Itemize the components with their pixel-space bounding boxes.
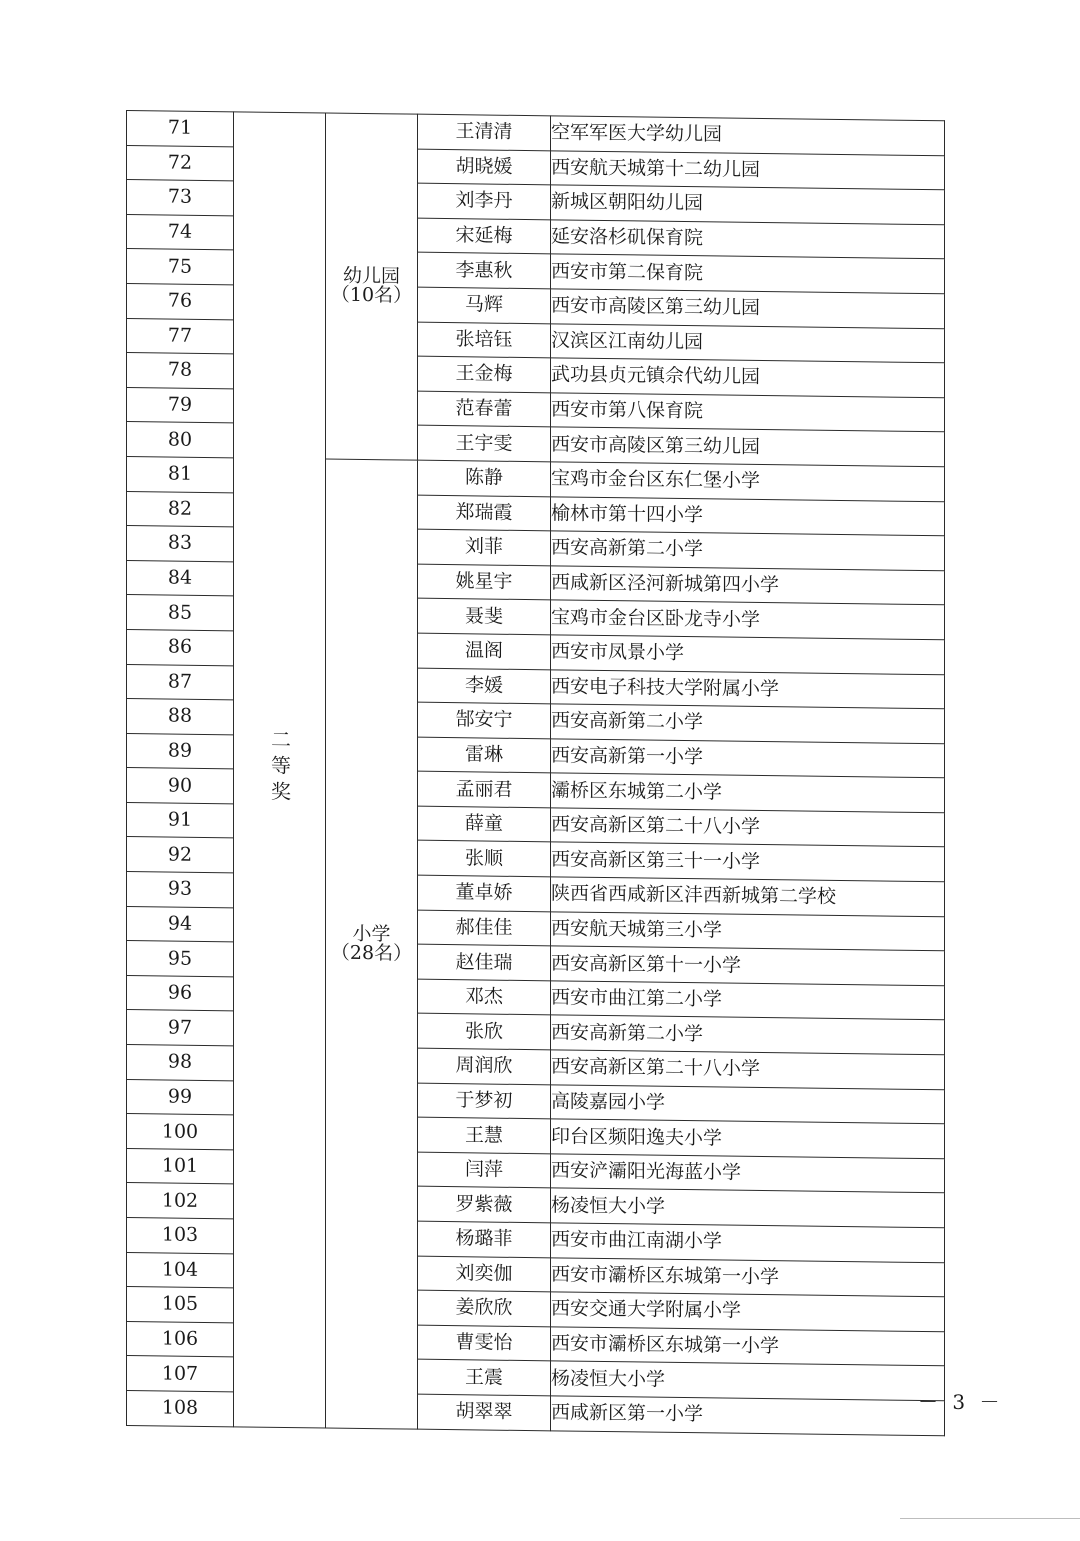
winner-name: 于梦初 [418, 1083, 551, 1119]
winner-school: 灞桥区东城第二小学 [551, 773, 945, 813]
winner-name: 邓杰 [418, 979, 551, 1015]
row-number: 87 [127, 664, 234, 700]
row-number: 72 [127, 145, 234, 181]
winner-school: 陕西省西咸新区沣西新城第二学校 [551, 877, 945, 917]
category-label: 小学 [352, 922, 391, 946]
row-number: 98 [127, 1045, 234, 1081]
winner-name: 闫萍 [418, 1152, 551, 1188]
winner-school: 西安高新区第十一小学 [551, 946, 945, 986]
winner-school: 宝鸡市金台区东仁堡小学 [551, 462, 945, 502]
winner-school: 西安航天城第三小学 [551, 911, 945, 951]
winner-name: 王清清 [418, 114, 551, 150]
page-number: － 3 － [918, 1390, 1004, 1414]
winner-school: 西安浐灞阳光海蓝小学 [551, 1154, 945, 1194]
row-number: 92 [127, 837, 234, 873]
row-number: 85 [127, 595, 234, 631]
winner-name: 陈静 [418, 460, 551, 496]
winner-school: 西安市高陵区第三幼儿园 [551, 289, 945, 329]
winner-name: 张培钰 [418, 322, 551, 358]
category-cell [326, 113, 418, 460]
winner-school: 西安市曲江南湖小学 [551, 1223, 945, 1263]
winner-school: 西安市灞桥区东城第一小学 [551, 1257, 945, 1297]
winner-school: 西安市第二保育院 [551, 254, 945, 294]
row-number: 74 [127, 214, 234, 250]
winner-school: 延安洛杉矶保育院 [551, 220, 945, 260]
winner-name: 孟丽君 [418, 771, 551, 807]
winner-school: 西安高新第二小学 [551, 704, 945, 744]
row-number: 82 [127, 491, 234, 527]
row-number: 101 [127, 1148, 234, 1184]
winner-name: 王慧 [418, 1117, 551, 1153]
winner-school: 西安高新第二小学 [551, 1015, 945, 1055]
winner-name: 薛童 [418, 806, 551, 842]
winner-school: 西咸新区泾河新城第四小学 [551, 566, 945, 606]
winner-school: 宝鸡市金台区卧龙寺小学 [551, 600, 945, 640]
row-number: 103 [127, 1218, 234, 1254]
winner-school: 西安高新区第二十八小学 [551, 808, 945, 848]
winner-name: 董卓娇 [418, 875, 551, 911]
row-number: 93 [127, 872, 234, 908]
winner-name: 杨璐菲 [418, 1221, 551, 1257]
winner-school: 西咸新区第一小学 [551, 1396, 945, 1436]
award-level-label: 二等奖 [267, 728, 292, 807]
winner-school: 杨凌恒大小学 [551, 1188, 945, 1228]
winner-name: 罗紫薇 [418, 1187, 551, 1223]
winner-school: 西安市灞桥区东城第一小学 [551, 1327, 945, 1367]
winner-school: 西安市凤景小学 [551, 635, 945, 675]
row-number: 89 [127, 733, 234, 769]
winner-school: 新城区朝阳幼儿园 [551, 185, 945, 225]
winner-name: 刘菲 [418, 529, 551, 565]
winner-name: 聂斐 [418, 598, 551, 634]
row-number: 88 [127, 699, 234, 735]
row-number: 84 [127, 560, 234, 596]
winner-school: 西安电子科技大学附属小学 [551, 669, 945, 709]
row-number: 78 [127, 353, 234, 389]
winner-school: 榆林市第十四小学 [551, 496, 945, 536]
winner-school: 西安市高陵区第三幼儿园 [551, 427, 945, 467]
winner-school: 西安高新第二小学 [551, 531, 945, 571]
winner-name: 王震 [418, 1360, 551, 1396]
winner-name: 郝佳佳 [418, 910, 551, 946]
row-number: 75 [127, 249, 234, 285]
winner-school: 印台区频阳逸夫小学 [551, 1119, 945, 1159]
winner-name: 赵佳瑞 [418, 944, 551, 980]
award-level-cell [234, 112, 326, 1428]
winner-school: 汉滨区江南幼儿园 [551, 323, 945, 363]
category-count: （28名） [330, 941, 413, 965]
row-number: 108 [127, 1390, 234, 1426]
winner-school: 空军军医大学幼儿园 [551, 116, 945, 156]
row-number: 90 [127, 768, 234, 804]
winner-name: 胡晓媛 [418, 149, 551, 185]
row-number: 77 [127, 318, 234, 354]
row-number: 104 [127, 1252, 234, 1288]
row-number: 81 [127, 456, 234, 492]
row-number: 102 [127, 1183, 234, 1219]
winner-name: 刘奕伽 [418, 1256, 551, 1292]
winner-school: 西安高新区第三十一小学 [551, 842, 945, 882]
winner-name: 雷琳 [418, 737, 551, 773]
row-number: 79 [127, 387, 234, 423]
winner-name: 周润欣 [418, 1048, 551, 1084]
winner-school: 武功县贞元镇佘代幼儿园 [551, 358, 945, 398]
row-number: 83 [127, 526, 234, 562]
winner-name: 刘李丹 [418, 183, 551, 219]
winner-school: 西安市曲江第二小学 [551, 981, 945, 1021]
winner-name: 温阁 [418, 633, 551, 669]
row-number: 99 [127, 1079, 234, 1115]
winner-name: 李媛 [418, 668, 551, 704]
scan-edge-line [900, 1518, 1080, 1519]
winner-name: 胡翠翠 [418, 1394, 551, 1430]
winner-name: 王宇雯 [418, 426, 551, 462]
row-number: 94 [127, 906, 234, 942]
row-number: 100 [127, 1114, 234, 1150]
row-number: 95 [127, 941, 234, 977]
category-label: 幼儿园 [342, 265, 400, 288]
winner-name: 姚星宇 [418, 564, 551, 600]
winner-school: 高陵嘉园小学 [551, 1084, 945, 1124]
winner-school: 杨凌恒大小学 [551, 1361, 945, 1401]
row-number: 80 [127, 422, 234, 458]
winner-school: 西安高新第一小学 [551, 739, 945, 779]
row-number: 106 [127, 1321, 234, 1357]
row-number: 73 [127, 180, 234, 216]
winner-name: 姜欣欣 [418, 1290, 551, 1326]
winner-name: 李惠秋 [418, 253, 551, 289]
row-number: 91 [127, 802, 234, 838]
table-row [127, 111, 945, 156]
winner-school: 西安航天城第十二幼儿园 [551, 150, 945, 190]
row-number: 96 [127, 975, 234, 1011]
row-number: 71 [127, 111, 234, 147]
winner-name: 王金梅 [418, 356, 551, 392]
winner-school: 西安交通大学附属小学 [551, 1292, 945, 1332]
row-number: 105 [127, 1287, 234, 1323]
award-table-body [127, 111, 945, 1436]
winner-name: 范春蕾 [418, 391, 551, 427]
row-number: 107 [127, 1356, 234, 1392]
row-number: 86 [127, 629, 234, 665]
category-count: （10名） [330, 284, 413, 308]
category-cell [326, 459, 418, 1429]
winner-name: 张顺 [418, 841, 551, 877]
winner-name: 郜安宁 [418, 702, 551, 738]
winner-school: 西安市第八保育院 [551, 393, 945, 433]
row-number: 76 [127, 283, 234, 319]
award-table [126, 110, 945, 1436]
winner-school: 西安高新区第二十八小学 [551, 1050, 945, 1090]
row-number: 97 [127, 1010, 234, 1046]
winner-name: 郑瑞霞 [418, 495, 551, 531]
winner-name: 张欣 [418, 1014, 551, 1050]
winner-name: 宋延梅 [418, 218, 551, 254]
winner-name: 马辉 [418, 287, 551, 323]
winner-name: 曹雯怡 [418, 1325, 551, 1361]
